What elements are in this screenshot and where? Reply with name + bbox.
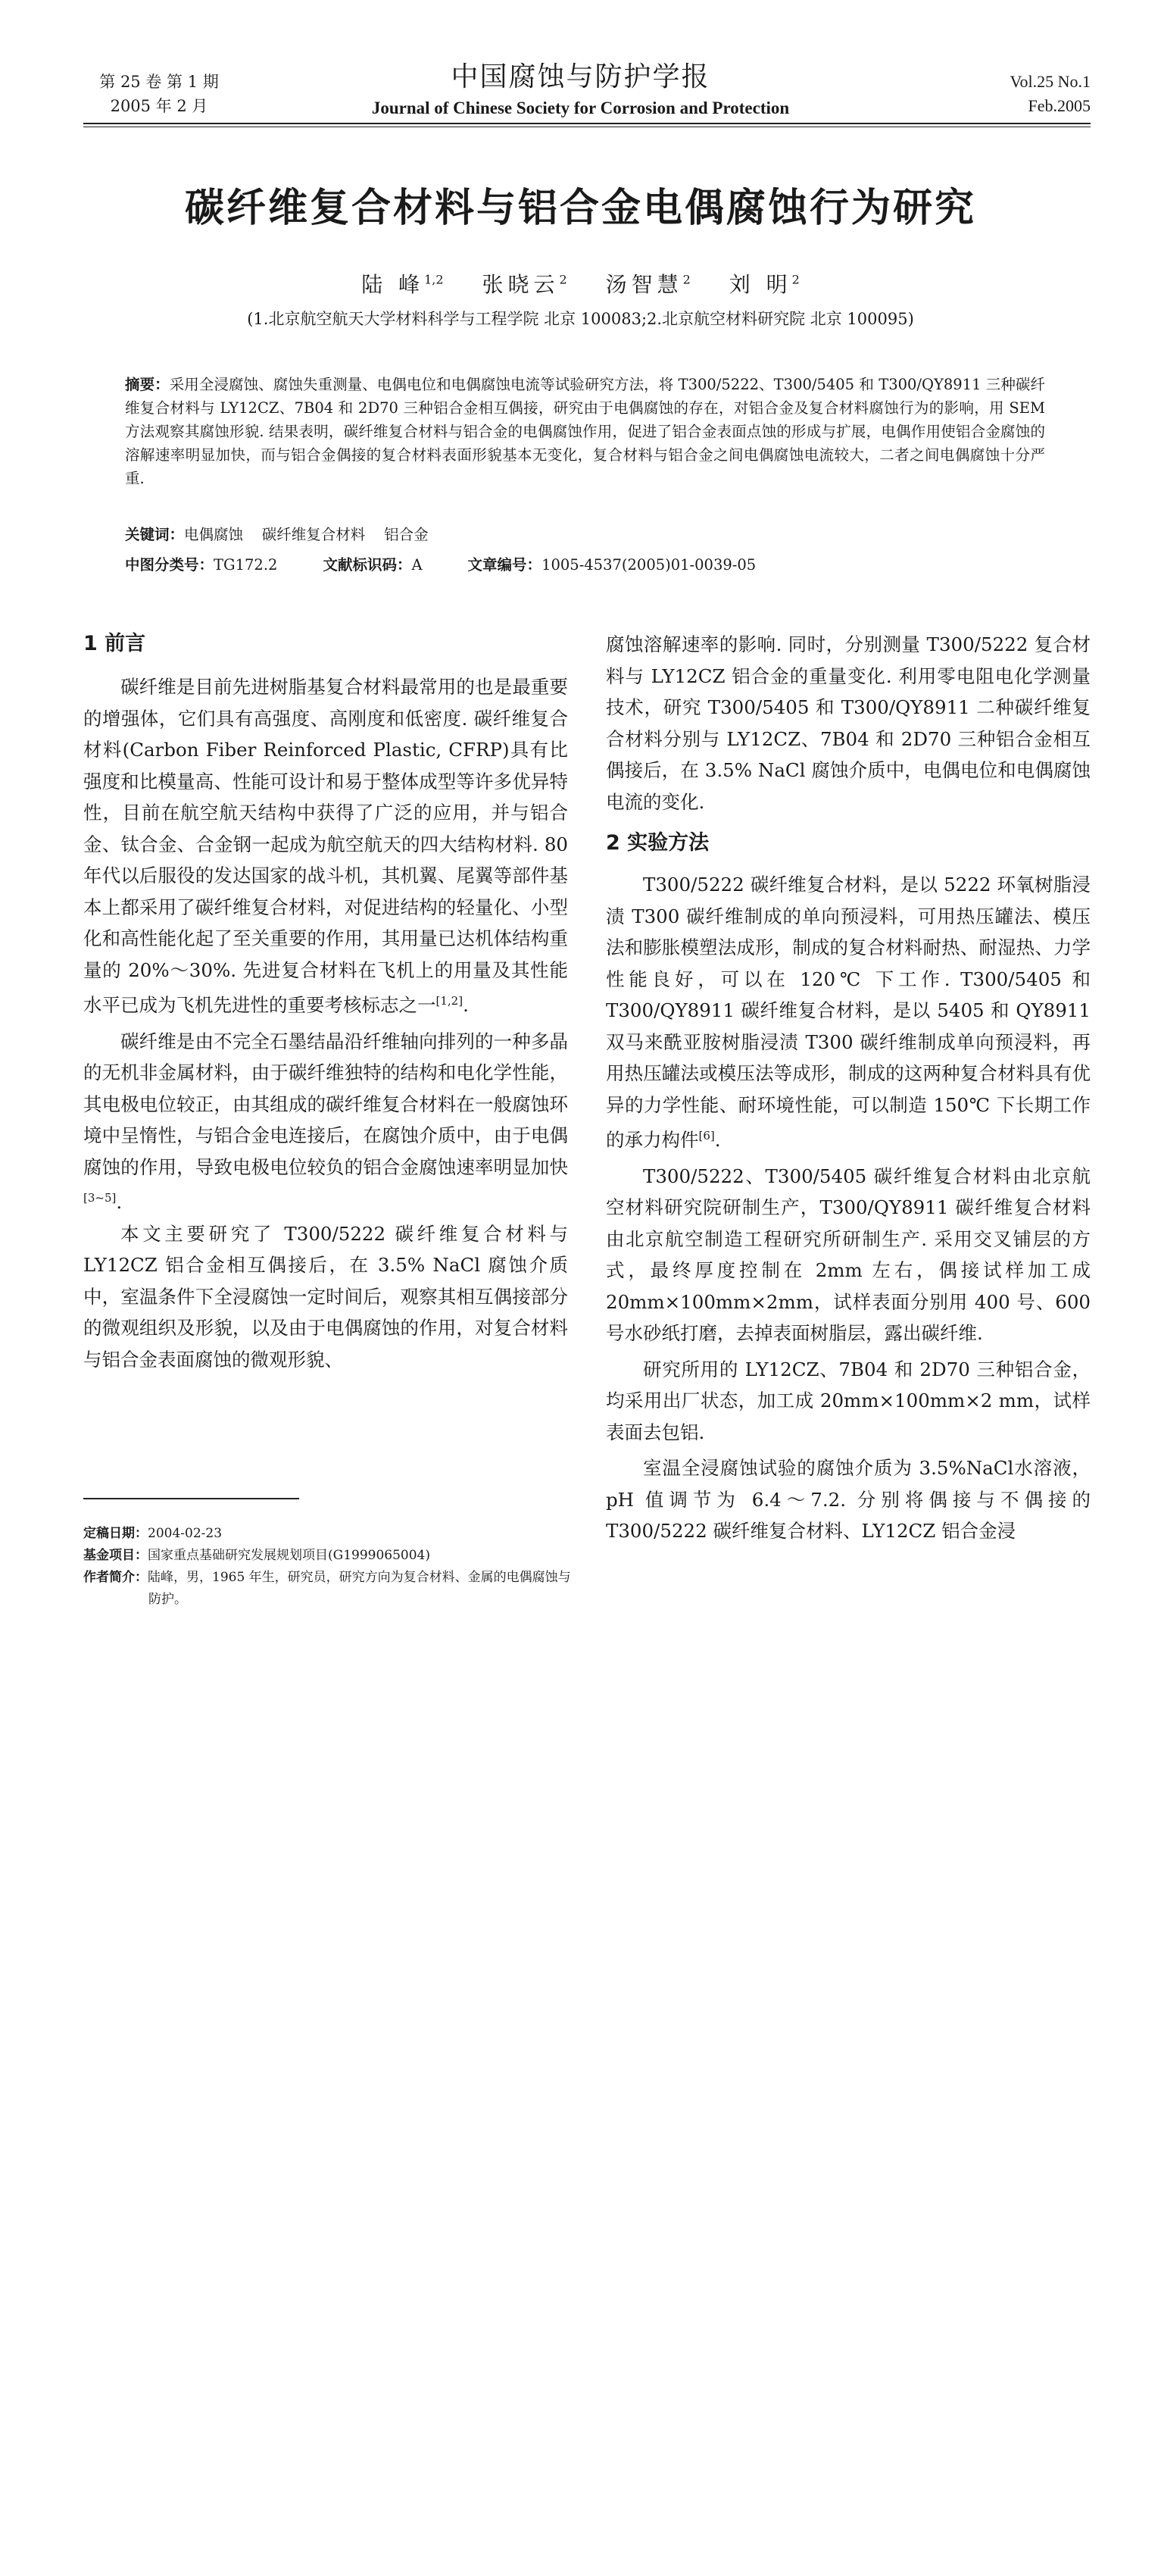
affiliation: (1.北京航空航天大学材料科学与工程学院 北京 100083;2.北京航空材料研究院 北京 100095) (247, 310, 914, 328)
abstract-label: 摘要： (125, 376, 170, 393)
header-rule (83, 123, 1091, 124)
paper-title: 碳纤维复合材料与铝合金电偶腐蚀行为研究 (184, 186, 976, 231)
paragraph: 室温全浸腐蚀试验的腐蚀介质为 3.5%NaCl水溶液，pH 值调节为 6.4～7.2. 分别将偶接与不偶接的 T300/5222 碳纤维复合材料、LY12CZ 铝合金浸 (606, 1457, 1091, 1543)
author: 陆 峰$^{1,2}$ (361, 272, 444, 298)
volume-issue-cn: 第 25 卷 第 1 期 (99, 73, 219, 91)
running-header-left (83, 70, 235, 118)
author: 汤智慧$^2$ (605, 272, 691, 298)
paragraph: 本文主要研究了 T300/5222 碳纤维复合材料与 LY12CZ 铝合金相互偶接后，在 3.5% NaCl 腐蚀介质中，室温条件下全浸腐蚀一定时间后，观察其相互偶接部分的微观组织及形貌，以及由于电偶腐蚀的作用，对复合材料与铝合金表面腐蚀的微观形貌、 (83, 1222, 568, 1371)
article-no-value: 1005-4537(2005)01-0039-05 (541, 556, 757, 574)
paragraph: 研究所用的 LY12CZ、7B04 和 2D70 三种铝合金，均采用出厂状态，加工成 20mm×100mm×2 mm，试样表面去包铝. (606, 1358, 1091, 1443)
paragraph: T300/5222、T300/5405 碳纤维复合材料由北京航空材料研究院研制生产，T300/QY8911 碳纤维复合材料由北京航空制造工程研究所研制生产. 采用交叉铺层的方式，最终厚度控制在 2mm 左右，偶接试样加工成 20mm×100mm×2mm，试样表面分别用 400 号、600 号水砂纸打磨，去掉表面树脂层，露出碳纤维. (606, 1165, 1091, 1345)
author-bio: 作者简介：陆峰，男，1965 年生，研究员，研究方向为复合材料、金属的电偶腐蚀与防护。 (83, 1570, 571, 1607)
journal-name-cn: 中国腐蚀与防护学报 (451, 61, 710, 92)
running-header-right (928, 70, 1091, 118)
received-date: 定稿日期：2004-02-23 (83, 1526, 223, 1541)
clc-value: TG172.2 (214, 556, 278, 574)
paragraph-continued: 腐蚀溶解速率的影响. 同时，分别测量 T300/5222 复合材料与 LY12CZ 铝合金的重量变化. 利用零电阻电化学测量技术，研究 T300/5405 和 T300/QY8911 二种碳纤维复合材料分别与 LY12CZ、7B04 和 2D70 三种铝合金相互偶接后，在 3.5% NaCl 腐蚀介质中，电偶电位和电偶腐蚀电流的变化. (606, 633, 1091, 813)
doc-code-label: 文献标识码： (323, 556, 412, 574)
citation: [3~5] (83, 1191, 117, 1205)
paragraph: T300/5222 碳纤维复合材料，是以 5222 环氧树脂浸渍 T300 碳纤维制成的单向预浸料，可用热压罐法、模压法和膨胀模塑法成形，制成的复合材料耐热、耐湿热、力学性能良好，可以在 120℃ 下工作. T300/5405 和 T300/QY8911 碳纤维复合材料，是以 5405 和 QY8911 双马来酰亚胺树脂浸渍 T300 碳纤维制成单向预浸料，再用热压罐法或模压法等成形，制成的这两种复合材料具有优异的力学性能、耐环境性能，可以制造 150℃ 下长期工作的承力构件[6]. (606, 874, 1091, 1152)
clc-label: 中图分类号： (125, 556, 214, 574)
running-header-center (303, 61, 858, 121)
author-list (76, 265, 1085, 300)
footnote (83, 1523, 576, 1611)
paragraph: 碳纤维是由不完全石墨结晶沿纤维轴向排列的一种多晶的无机非金属材料，由于碳纤维独特的结构和电化学性能，其电极电位较正，由其组成的碳纤维复合材料在一般腐蚀环境中呈惰性，与铝合金电连接后，在腐蚀介质中，由于电偶腐蚀的作用，导致电极电位较负的铝合金腐蚀速率明显加快[3~5]. (83, 1030, 568, 1214)
body-column-right (606, 629, 1091, 1547)
footnote-rule (83, 1498, 299, 1499)
body-column-left (83, 629, 568, 1375)
citation: [6] (698, 1129, 715, 1143)
author: 刘 明$^2$ (729, 272, 800, 298)
volume-issue-en: Vol.25 No.1 (1010, 72, 1091, 91)
paragraph: 碳纤维是目前先进树脂基复合材料最常用的也是最重要的增强体，它们具有高强度、高刚度和低密度. 碳纤维复合材料(Carbon Fiber Reinforced Plastic, CFRP)具有比强度和比模量高、性能可设计和易于整体成型等许多优异特性，目前在航空航天结构中获得了广泛的应用，并与铝合金、钛合金、合金钢一起成为航空航天的四大结构材料. 80 年代以后服役的发达国家的战斗机，其机翼、尾翼等部件基本上都采用了碳纤维复合材料，对促进结构的轻量化、小型化和高性能化起了至关重要的作用，其用量已达机体结构重量的 20%～30%. 先进复合材料在飞机上的用量及其性能水平已成为飞机先进性的重要考核标志之一[1,2]. (83, 676, 568, 1017)
doc-code-value: A (411, 556, 423, 574)
date-en: Feb.2005 (1028, 96, 1091, 115)
date-cn: 2005 年 2 月 (110, 97, 208, 115)
keywords (125, 523, 1045, 546)
section-heading-intro: 1 前言 (83, 632, 146, 655)
classification-line (125, 553, 1045, 577)
fund-info: 基金项目：国家重点基础研究发展规划项目(G1999065004) (83, 1548, 431, 1563)
abstract (125, 373, 1045, 490)
keywords-text: 电偶腐蚀 碳纤维复合材料 铝合金 (184, 526, 429, 543)
section-heading-methods: 2 实验方法 (606, 831, 710, 855)
author: 张晓云$^2$ (482, 272, 567, 298)
keywords-label: 关键词： (125, 526, 185, 543)
article-no-label: 文章编号： (467, 556, 542, 574)
citation: [1,2] (435, 994, 463, 1008)
abstract-text: 采用全浸腐蚀、腐蚀失重测量、电偶电位和电偶腐蚀电流等试验研究方法，将 T300/5222、T300/5405 和 T300/QY8911 三种碳纤维复合材料与 LY12CZ、7B04 和 2D70 三种铝合金相互偶接，研究由于电偶腐蚀的存在，对铝合金及复合材料腐蚀行为的影响，用 SEM 方法观察其腐蚀形貌. 结果表明，碳纤维复合材料与铝合金的电偶腐蚀作用，促进了铝合金表面点蚀的形成与扩展，电偶作用使铝合金腐蚀的溶解速率明显加快，而与铝合金偶接的复合材料表面形貌基本无变化，复合材料与铝合金之间电偶腐蚀电流较大，二者之间电偶腐蚀十分严重. (125, 376, 1045, 487)
journal-name-en: Journal of Chinese Society for Corrosion and Protection (371, 98, 790, 117)
